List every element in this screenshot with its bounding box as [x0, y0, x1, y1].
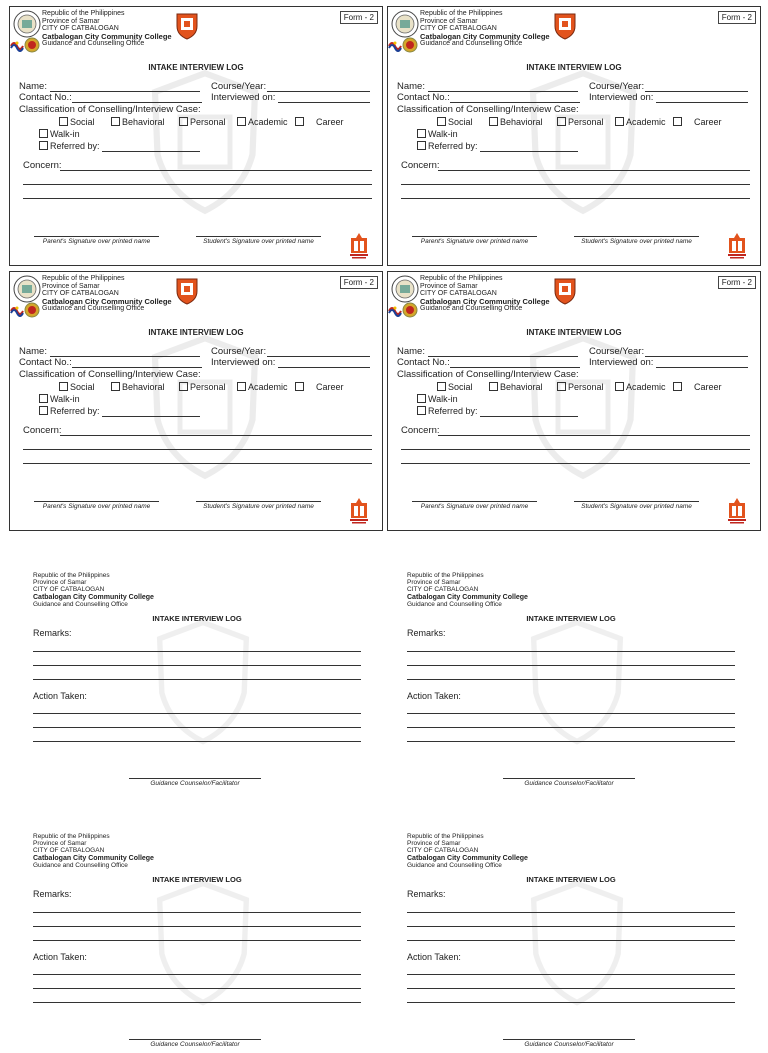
career-checkbox[interactable]: Career [295, 117, 344, 127]
remarks-label: Remarks: [407, 889, 446, 899]
intake-card [9, 271, 383, 531]
city-seal-icon [13, 10, 41, 38]
remarks-line[interactable] [33, 940, 361, 941]
interviewed-label: Interviewed on: [589, 357, 654, 368]
course-field[interactable] [267, 356, 370, 357]
form-title: INTAKE INTERVIEW LOG [152, 614, 242, 623]
action-line[interactable] [33, 727, 361, 728]
college-shield-icon [174, 12, 200, 40]
contact-field[interactable] [450, 102, 580, 103]
walkin-checkbox[interactable]: Walk-in [39, 129, 80, 139]
contact-field[interactable] [72, 367, 202, 368]
institution-header: Republic of the Philippines Province of Samar CITY OF CATBALOGAN Catbalogan City Community College Guidance and Counselling Office [33, 572, 154, 608]
form-title: INTAKE INTERVIEW LOG [526, 875, 616, 884]
referred-checkbox[interactable]: Referred by: [39, 406, 100, 416]
student-signature-line[interactable] [574, 236, 699, 237]
office-badge-icon [24, 302, 40, 318]
concern-field[interactable] [60, 170, 372, 171]
behavioral-checkbox[interactable]: Behavioral [489, 117, 543, 127]
concern-line[interactable] [23, 449, 372, 450]
counselor-signature-line[interactable] [503, 778, 635, 779]
remarks-line[interactable] [33, 679, 361, 680]
remarks-line[interactable] [407, 651, 735, 652]
parent-signature-line[interactable] [34, 236, 159, 237]
social-checkbox[interactable]: Social [59, 117, 95, 127]
contact-label: Contact No.: [19, 92, 72, 103]
form-number-tag: Form - 2 [718, 11, 756, 24]
referred-checkbox[interactable]: Referred by: [417, 406, 478, 416]
career-checkbox[interactable]: Career [295, 382, 344, 392]
form-title: INTAKE INTERVIEW LOG [148, 328, 244, 337]
contact-label: Contact No.: [19, 357, 72, 368]
intake-back-sheet [407, 833, 737, 1053]
institution-header: Republic of the Philippines Province of Samar CITY OF CATBALOGAN Catbalogan City Community College Guidance and Counselling Office [407, 572, 528, 608]
personal-checkbox[interactable]: Personal [557, 117, 604, 127]
name-field[interactable] [428, 91, 578, 92]
parent-signature-caption: Parent's Signature over printed name [42, 238, 151, 245]
form-title: INTAKE INTERVIEW LOG [148, 63, 244, 72]
institution-header: Republic of the Philippines Province of Samar CITY OF CATBALOGAN Catbalogan City Community College Guidance and Counselling Office [407, 833, 528, 869]
parent-signature-line[interactable] [412, 236, 537, 237]
student-signature-caption: Student's Signature over printed name [581, 503, 692, 510]
concern-line[interactable] [401, 449, 750, 450]
action-line[interactable] [33, 741, 361, 742]
action-line[interactable] [407, 1002, 735, 1003]
action-line[interactable] [33, 974, 361, 975]
intake-card [387, 271, 761, 531]
referred-field[interactable] [480, 151, 578, 152]
concern-label: Concern: [23, 425, 62, 436]
college-shield-icon [552, 277, 578, 305]
form-number-tag: Form - 2 [340, 276, 378, 289]
concern-line[interactable] [401, 184, 750, 185]
action-line[interactable] [33, 713, 361, 714]
concern-field[interactable] [438, 435, 750, 436]
classification-label: Classification of Conselling/Interview Case: [397, 369, 579, 380]
action-taken-label: Action Taken: [33, 952, 87, 962]
remarks-label: Remarks: [407, 628, 446, 638]
interviewed-field[interactable] [656, 102, 748, 103]
behavioral-checkbox[interactable]: Behavioral [111, 117, 165, 127]
course-field[interactable] [645, 356, 748, 357]
remarks-line[interactable] [407, 926, 735, 927]
action-taken-label: Action Taken: [407, 952, 461, 962]
walkin-checkbox[interactable]: Walk-in [417, 129, 458, 139]
counselor-caption: Guidance Counselor/Facilitator [150, 780, 240, 787]
program-logo-icon [728, 233, 746, 259]
action-line[interactable] [407, 974, 735, 975]
remarks-label: Remarks: [33, 889, 72, 899]
student-signature-caption: Student's Signature over printed name [203, 238, 314, 245]
remarks-line[interactable] [407, 912, 735, 913]
action-line[interactable] [33, 988, 361, 989]
referred-checkbox[interactable]: Referred by: [39, 141, 100, 151]
action-line[interactable] [407, 988, 735, 989]
personal-checkbox[interactable]: Personal [179, 117, 226, 127]
form-number-tag: Form - 2 [340, 11, 378, 24]
intake-card [9, 6, 383, 266]
concern-line[interactable] [23, 184, 372, 185]
concern-line[interactable] [401, 463, 750, 464]
concern-line[interactable] [23, 463, 372, 464]
course-label: Course/Year: [589, 81, 645, 92]
career-checkbox[interactable]: Career [673, 382, 722, 392]
course-label: Course/Year: [589, 346, 645, 357]
institution-header: Republic of the Philippines Province of Samar CITY OF CATBALOGAN Catbalogan City Community College Guidance and Counselling Office [42, 10, 172, 48]
office-badge-icon [402, 302, 418, 318]
action-taken-label: Action Taken: [33, 691, 87, 701]
form-title: INTAKE INTERVIEW LOG [526, 614, 616, 623]
concern-field[interactable] [438, 170, 750, 171]
parent-signature-line[interactable] [34, 501, 159, 502]
remarks-line[interactable] [33, 665, 361, 666]
student-signature-line[interactable] [196, 501, 321, 502]
academic-checkbox[interactable]: Academic [615, 117, 666, 127]
classification-label: Classification of Conselling/Interview Case: [397, 104, 579, 115]
personal-checkbox[interactable]: Personal [179, 382, 226, 392]
counselor-signature-line[interactable] [129, 1039, 261, 1040]
career-checkbox[interactable]: Career [673, 117, 722, 127]
counselor-signature-line[interactable] [503, 1039, 635, 1040]
concern-label: Concern: [401, 160, 440, 171]
academic-checkbox[interactable]: Academic [237, 117, 288, 127]
intake-back-sheet [33, 833, 363, 1053]
program-logo-icon [350, 498, 368, 524]
parent-signature-caption: Parent's Signature over printed name [420, 238, 529, 245]
behavioral-checkbox[interactable]: Behavioral [489, 382, 543, 392]
counselor-signature-line[interactable] [129, 778, 261, 779]
form-number-tag: Form - 2 [718, 276, 756, 289]
social-checkbox[interactable]: Social [437, 117, 473, 127]
concern-field[interactable] [60, 435, 372, 436]
student-signature-caption: Student's Signature over printed name [581, 238, 692, 245]
program-logo-icon [728, 498, 746, 524]
name-label: Name: [397, 81, 425, 92]
college-shield-icon [174, 277, 200, 305]
parent-signature-caption: Parent's Signature over printed name [42, 503, 151, 510]
interviewed-label: Interviewed on: [211, 92, 276, 103]
concern-line[interactable] [23, 198, 372, 199]
personal-checkbox[interactable]: Personal [557, 382, 604, 392]
program-logo-icon [350, 233, 368, 259]
social-checkbox[interactable]: Social [437, 382, 473, 392]
intake-back-sheet [407, 572, 737, 792]
remarks-line[interactable] [33, 912, 361, 913]
form-title: INTAKE INTERVIEW LOG [526, 328, 622, 337]
student-signature-line[interactable] [196, 236, 321, 237]
counselor-caption: Guidance Counselor/Facilitator [524, 1041, 614, 1048]
social-checkbox[interactable]: Social [59, 382, 95, 392]
institution-header: Republic of the Philippines Province of Samar CITY OF CATBALOGAN Catbalogan City Community College Guidance and Counselling Office [33, 833, 154, 869]
ph-flag-icon [10, 305, 24, 317]
interviewed-field[interactable] [278, 367, 370, 368]
city-seal-icon [391, 10, 419, 38]
college-shield-icon [552, 12, 578, 40]
course-field[interactable] [645, 91, 748, 92]
name-field[interactable] [50, 91, 200, 92]
ph-flag-icon [388, 305, 402, 317]
action-taken-label: Action Taken: [407, 691, 461, 701]
office-badge-icon [402, 37, 418, 53]
institution-header: Republic of the Philippines Province of Samar CITY OF CATBALOGAN Catbalogan City Community College Guidance and Counselling Office [420, 275, 550, 313]
parent-signature-caption: Parent's Signature over printed name [420, 503, 529, 510]
interviewed-field[interactable] [278, 102, 370, 103]
action-line[interactable] [33, 1002, 361, 1003]
action-line[interactable] [407, 741, 735, 742]
name-label: Name: [397, 346, 425, 357]
course-label: Course/Year: [211, 81, 267, 92]
name-label: Name: [19, 81, 47, 92]
student-signature-line[interactable] [574, 501, 699, 502]
contact-label: Contact No.: [397, 92, 450, 103]
name-label: Name: [19, 346, 47, 357]
parent-signature-line[interactable] [412, 501, 537, 502]
interviewed-label: Interviewed on: [211, 357, 276, 368]
student-signature-caption: Student's Signature over printed name [203, 503, 314, 510]
remarks-line[interactable] [407, 940, 735, 941]
city-seal-icon [13, 275, 41, 303]
academic-checkbox[interactable]: Academic [237, 382, 288, 392]
institution-header: Republic of the Philippines Province of Samar CITY OF CATBALOGAN Catbalogan City Community College Guidance and Counselling Office [420, 10, 550, 48]
concern-label: Concern: [23, 160, 62, 171]
counselor-caption: Guidance Counselor/Facilitator [150, 1041, 240, 1048]
academic-checkbox[interactable]: Academic [615, 382, 666, 392]
counselor-caption: Guidance Counselor/Facilitator [524, 780, 614, 787]
walkin-checkbox[interactable]: Walk-in [39, 394, 80, 404]
form-title: INTAKE INTERVIEW LOG [152, 875, 242, 884]
referred-checkbox[interactable]: Referred by: [417, 141, 478, 151]
action-line[interactable] [407, 727, 735, 728]
city-seal-icon [391, 275, 419, 303]
remarks-line[interactable] [33, 651, 361, 652]
name-field[interactable] [50, 356, 200, 357]
form-title: INTAKE INTERVIEW LOG [526, 63, 622, 72]
institution-header: Republic of the Philippines Province of Samar CITY OF CATBALOGAN Catbalogan City Community College Guidance and Counselling Office [42, 275, 172, 313]
course-label: Course/Year: [211, 346, 267, 357]
remarks-line[interactable] [407, 665, 735, 666]
interviewed-field[interactable] [656, 367, 748, 368]
interviewed-label: Interviewed on: [589, 92, 654, 103]
action-line[interactable] [407, 713, 735, 714]
classification-label: Classification of Conselling/Interview Case: [19, 104, 201, 115]
remarks-line[interactable] [33, 926, 361, 927]
remarks-label: Remarks: [33, 628, 72, 638]
referred-field[interactable] [480, 416, 578, 417]
intake-card [387, 6, 761, 266]
concern-line[interactable] [401, 198, 750, 199]
walkin-checkbox[interactable]: Walk-in [417, 394, 458, 404]
referred-field[interactable] [102, 416, 200, 417]
remarks-line[interactable] [407, 679, 735, 680]
contact-field[interactable] [72, 102, 202, 103]
contact-label: Contact No.: [397, 357, 450, 368]
concern-label: Concern: [401, 425, 440, 436]
classification-label: Classification of Conselling/Interview Case: [19, 369, 201, 380]
course-field[interactable] [267, 91, 370, 92]
name-field[interactable] [428, 356, 578, 357]
behavioral-checkbox[interactable]: Behavioral [111, 382, 165, 392]
ph-flag-icon [388, 40, 402, 52]
office-badge-icon [24, 37, 40, 53]
intake-back-sheet [33, 572, 363, 792]
referred-field[interactable] [102, 151, 200, 152]
ph-flag-icon [10, 40, 24, 52]
contact-field[interactable] [450, 367, 580, 368]
